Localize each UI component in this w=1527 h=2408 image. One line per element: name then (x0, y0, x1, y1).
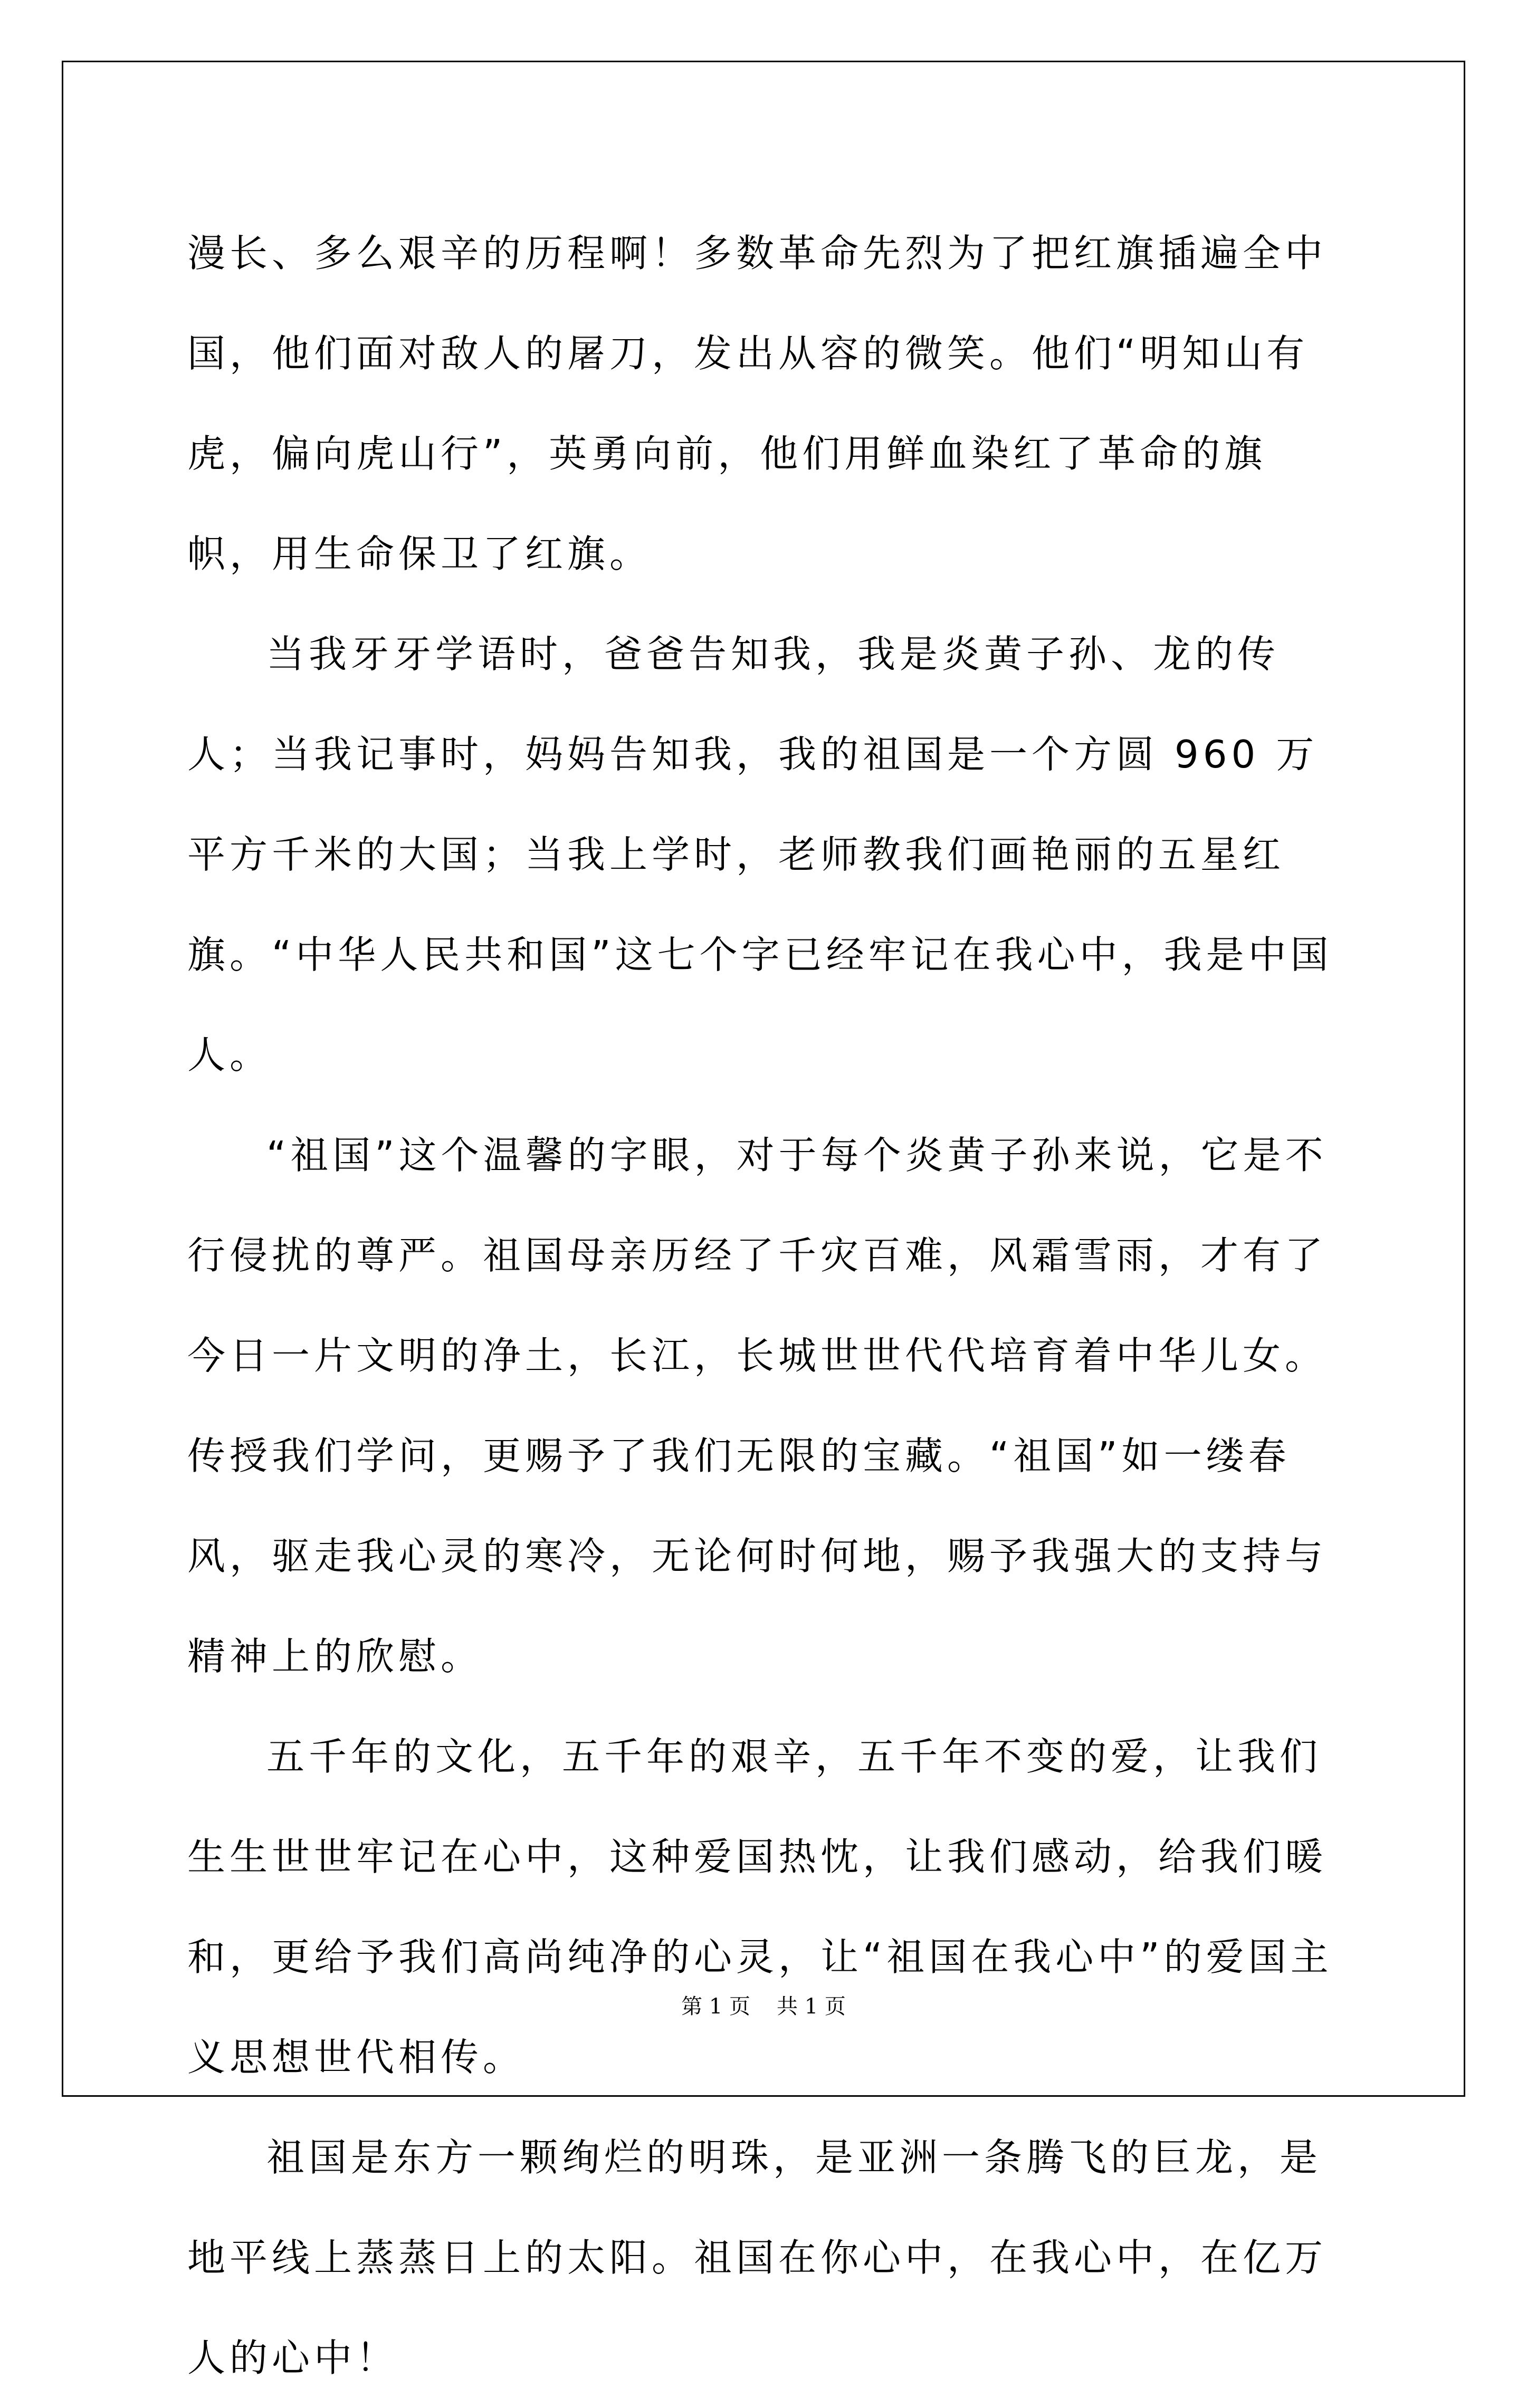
page-total: 共 1 页 (777, 1994, 846, 2019)
paragraph-4: 五千年的文化，五千年的艰辛，五千年不变的爱，让我们生生世世牢记在心中，这种爱国热忱，让我们感动，给我们暖和，更给予我们高尚纯净的心灵，让“祖国在我心中”的爱国主义思想世代相传。 (187, 1734, 1333, 2079)
page-footer (0, 1992, 1527, 2021)
page-number: 第 1 页 (681, 1994, 750, 2019)
paragraph-3: “祖国”这个温馨的字眼，对于每个炎黄子孙来说，它是不行侵扰的尊严。祖国母亲历经了千灾百难，风霜雪雨，才有了今日一片文明的净土，长江，长城世世代代培育着中华儿女。传授我们学问，更赐予了我们无限的宝藏。“祖国”如一缕春风，驱走我心灵的寒冷，无论何时何地，赐予我强大的支持与精神上的欣慰。 (187, 1133, 1328, 1678)
document-body (187, 203, 1348, 2408)
paragraph-5: 祖国是东方一颗绚烂的明珠，是亚洲一条腾飞的巨龙，是地平线上蒸蒸日上的太阳。祖国在你心中，在我心中，在亿万人的心中！ (187, 2135, 1328, 2380)
paragraph-2: 当我牙牙学语时，爸爸告知我，我是炎黄子孙、龙的传人；当我记事时，妈妈告知我，我的祖国是一个方圆 960 万平方千米的大国；当我上学时，老师教我们画艳丽的五星红旗。“中华人民共和国”这七个字已经牢记在我心中，我是中国人。 (187, 632, 1333, 1077)
paragraph-1: 漫长、多么艰辛的历程啊！多数革命先烈为了把红旗插遍全中国，他们面对敌人的屠刀，发出从容的微笑。他们“明知山有虎，偏向虎山行”，英勇向前，他们用鲜血染红了革命的旗帜，用生命保卫了红旗。 (187, 231, 1328, 576)
